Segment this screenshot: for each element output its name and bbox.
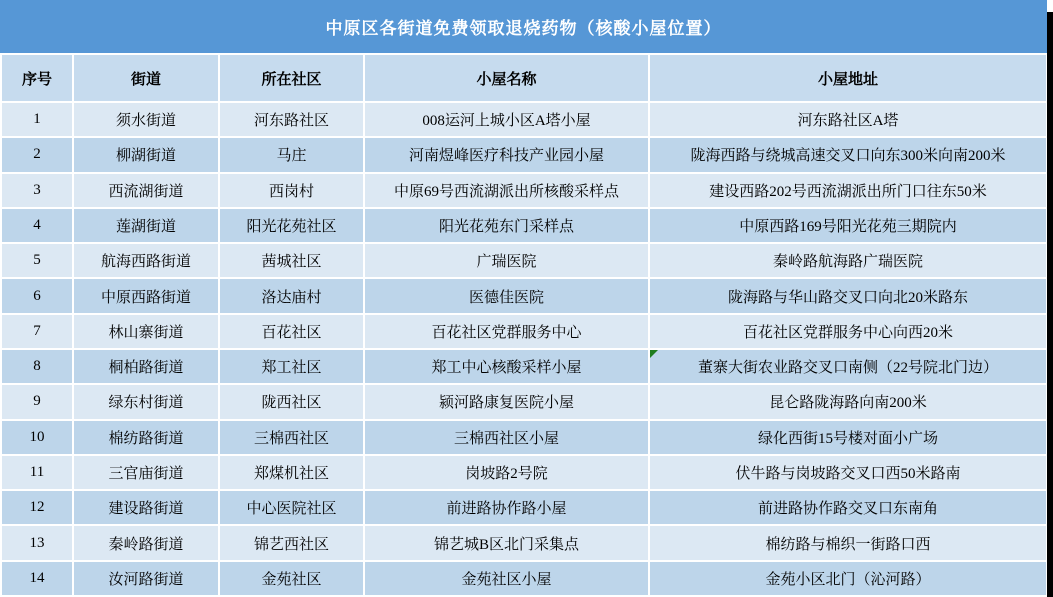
cell-booth-name: 郑工中心核酸采样小屋: [365, 350, 648, 383]
table-row: [2, 421, 1046, 454]
table-row: [2, 385, 1046, 418]
col-header-street: 街道: [74, 55, 218, 101]
cell-booth-name: 中原69号西流湖派出所核酸采样点: [365, 174, 648, 207]
cell-booth-name: 008运河上城小区A塔小屋: [365, 103, 648, 136]
cell-community: 中心医院社区: [220, 491, 363, 524]
table-row: [2, 315, 1046, 348]
cell-community: 金苑社区: [220, 562, 363, 595]
cell-booth-address: 昆仑路陇海路向南200米: [650, 385, 1046, 418]
col-header-booth-address: 小屋地址: [650, 55, 1046, 101]
cell-community: 郑煤机社区: [220, 456, 363, 489]
cell-index: 8: [2, 350, 72, 383]
cell-booth-address: 陇海西路与绕城高速交叉口向东300米向南200米: [650, 138, 1046, 171]
cell-community: 百花社区: [220, 315, 363, 348]
cell-index: 14: [2, 562, 72, 595]
cell-index: 12: [2, 491, 72, 524]
cell-community: 三棉西社区: [220, 421, 363, 454]
cell-booth-address: 建设西路202号西流湖派出所门口往东50米: [650, 174, 1046, 207]
table-row: [2, 279, 1046, 312]
cell-index: 11: [2, 456, 72, 489]
cell-booth-name: 医德佳医院: [365, 279, 648, 312]
cell-community: 茜城社区: [220, 244, 363, 277]
cell-booth-address: [650, 350, 1046, 383]
cell-street: 棉纺路街道: [74, 421, 218, 454]
cell-index: 5: [2, 244, 72, 277]
cell-booth-name: 岗坡路2号院: [365, 456, 648, 489]
table-row: [2, 350, 1046, 383]
cell-booth-address: 河东路社区A塔: [650, 103, 1046, 136]
cell-community: 河东路社区: [220, 103, 363, 136]
cell-street: 须水街道: [74, 103, 218, 136]
table-row: [2, 562, 1046, 595]
cell-street: 桐柏路街道: [74, 350, 218, 383]
cell-booth-name: 广瑞医院: [365, 244, 648, 277]
cell-community: 马庄: [220, 138, 363, 171]
cell-booth-address: 秦岭路航海路广瑞医院: [650, 244, 1046, 277]
col-header-booth-name: 小屋名称: [365, 55, 648, 101]
cell-index: 1: [2, 103, 72, 136]
cell-booth-name: 前进路协作路小屋: [365, 491, 648, 524]
table-row: [2, 244, 1046, 277]
cell-index: 9: [2, 385, 72, 418]
cell-booth-address: 金苑小区北门（沁河路）: [650, 562, 1046, 595]
cell-community: 郑工社区: [220, 350, 363, 383]
cell-community: 洛达庙村: [220, 279, 363, 312]
cell-street: 绿东村街道: [74, 385, 218, 418]
cell-booth-name: 百花社区党群服务中心: [365, 315, 648, 348]
cell-street: 秦岭路街道: [74, 526, 218, 559]
cell-index: 3: [2, 174, 72, 207]
right-edge-strip: [1047, 12, 1053, 597]
col-header-community: 所在社区: [220, 55, 363, 101]
cell-error-indicator-icon: [650, 350, 658, 358]
cell-booth-name: 金苑社区小屋: [365, 562, 648, 595]
cell-index: 6: [2, 279, 72, 312]
cell-street: 林山寨街道: [74, 315, 218, 348]
cell-booth-address: 陇海路与华山路交叉口向北20米路东: [650, 279, 1046, 312]
cell-street: 中原西路街道: [74, 279, 218, 312]
cell-street: 汝河路街道: [74, 562, 218, 595]
cell-community: 陇西社区: [220, 385, 363, 418]
cell-street: 莲湖街道: [74, 209, 218, 242]
table-row: [2, 103, 1046, 136]
cell-street: 三官庙街道: [74, 456, 218, 489]
cell-index: 2: [2, 138, 72, 171]
cell-community: 阳光花苑社区: [220, 209, 363, 242]
cell-booth-name: 颍河路康复医院小屋: [365, 385, 648, 418]
cell-street: 柳湖街道: [74, 138, 218, 171]
cell-street: 西流湖街道: [74, 174, 218, 207]
cell-index: 13: [2, 526, 72, 559]
cell-booth-name: 河南煜峰医疗科技产业园小屋: [365, 138, 648, 171]
cell-booth-address: 伏牛路与岗坡路交叉口西50米路南: [650, 456, 1046, 489]
cell-index: 4: [2, 209, 72, 242]
cell-booth-address: 前进路协作路交叉口东南角: [650, 491, 1046, 524]
cell-booth-name: 阳光花苑东门采样点: [365, 209, 648, 242]
table-row: [2, 456, 1046, 489]
cell-booth-address: 绿化西街15号楼对面小广场: [650, 421, 1046, 454]
col-header-index: 序号: [2, 55, 72, 101]
table-row: [2, 209, 1046, 242]
header-row: [2, 55, 1046, 101]
cell-booth-name: 三棉西社区小屋: [365, 421, 648, 454]
cell-booth-name: 锦艺城B区北门采集点: [365, 526, 648, 559]
cell-index: 10: [2, 421, 72, 454]
cell-booth-address: 百花社区党群服务中心向西20米: [650, 315, 1046, 348]
cell-street: 航海西路街道: [74, 244, 218, 277]
cell-community: 西岗村: [220, 174, 363, 207]
table-row: [2, 138, 1046, 171]
cell-booth-address: 棉纺路与棉织一街路口西: [650, 526, 1046, 559]
table-row: [2, 491, 1046, 524]
table-row: [2, 526, 1046, 559]
cell-booth-address-text: 董寨大街农业路交叉口南侧（22号院北门边）: [697, 360, 998, 377]
table-row: [2, 174, 1046, 207]
cell-street: 建设路街道: [74, 491, 218, 524]
page-title: 中原区各街道免费领取退烧药物（核酸小屋位置）: [0, 0, 1047, 53]
cell-booth-address: 中原西路169号阳光花苑三期院内: [650, 209, 1046, 242]
cell-index: 7: [2, 315, 72, 348]
cell-community: 锦艺西社区: [220, 526, 363, 559]
booth-location-table: [0, 53, 1048, 597]
